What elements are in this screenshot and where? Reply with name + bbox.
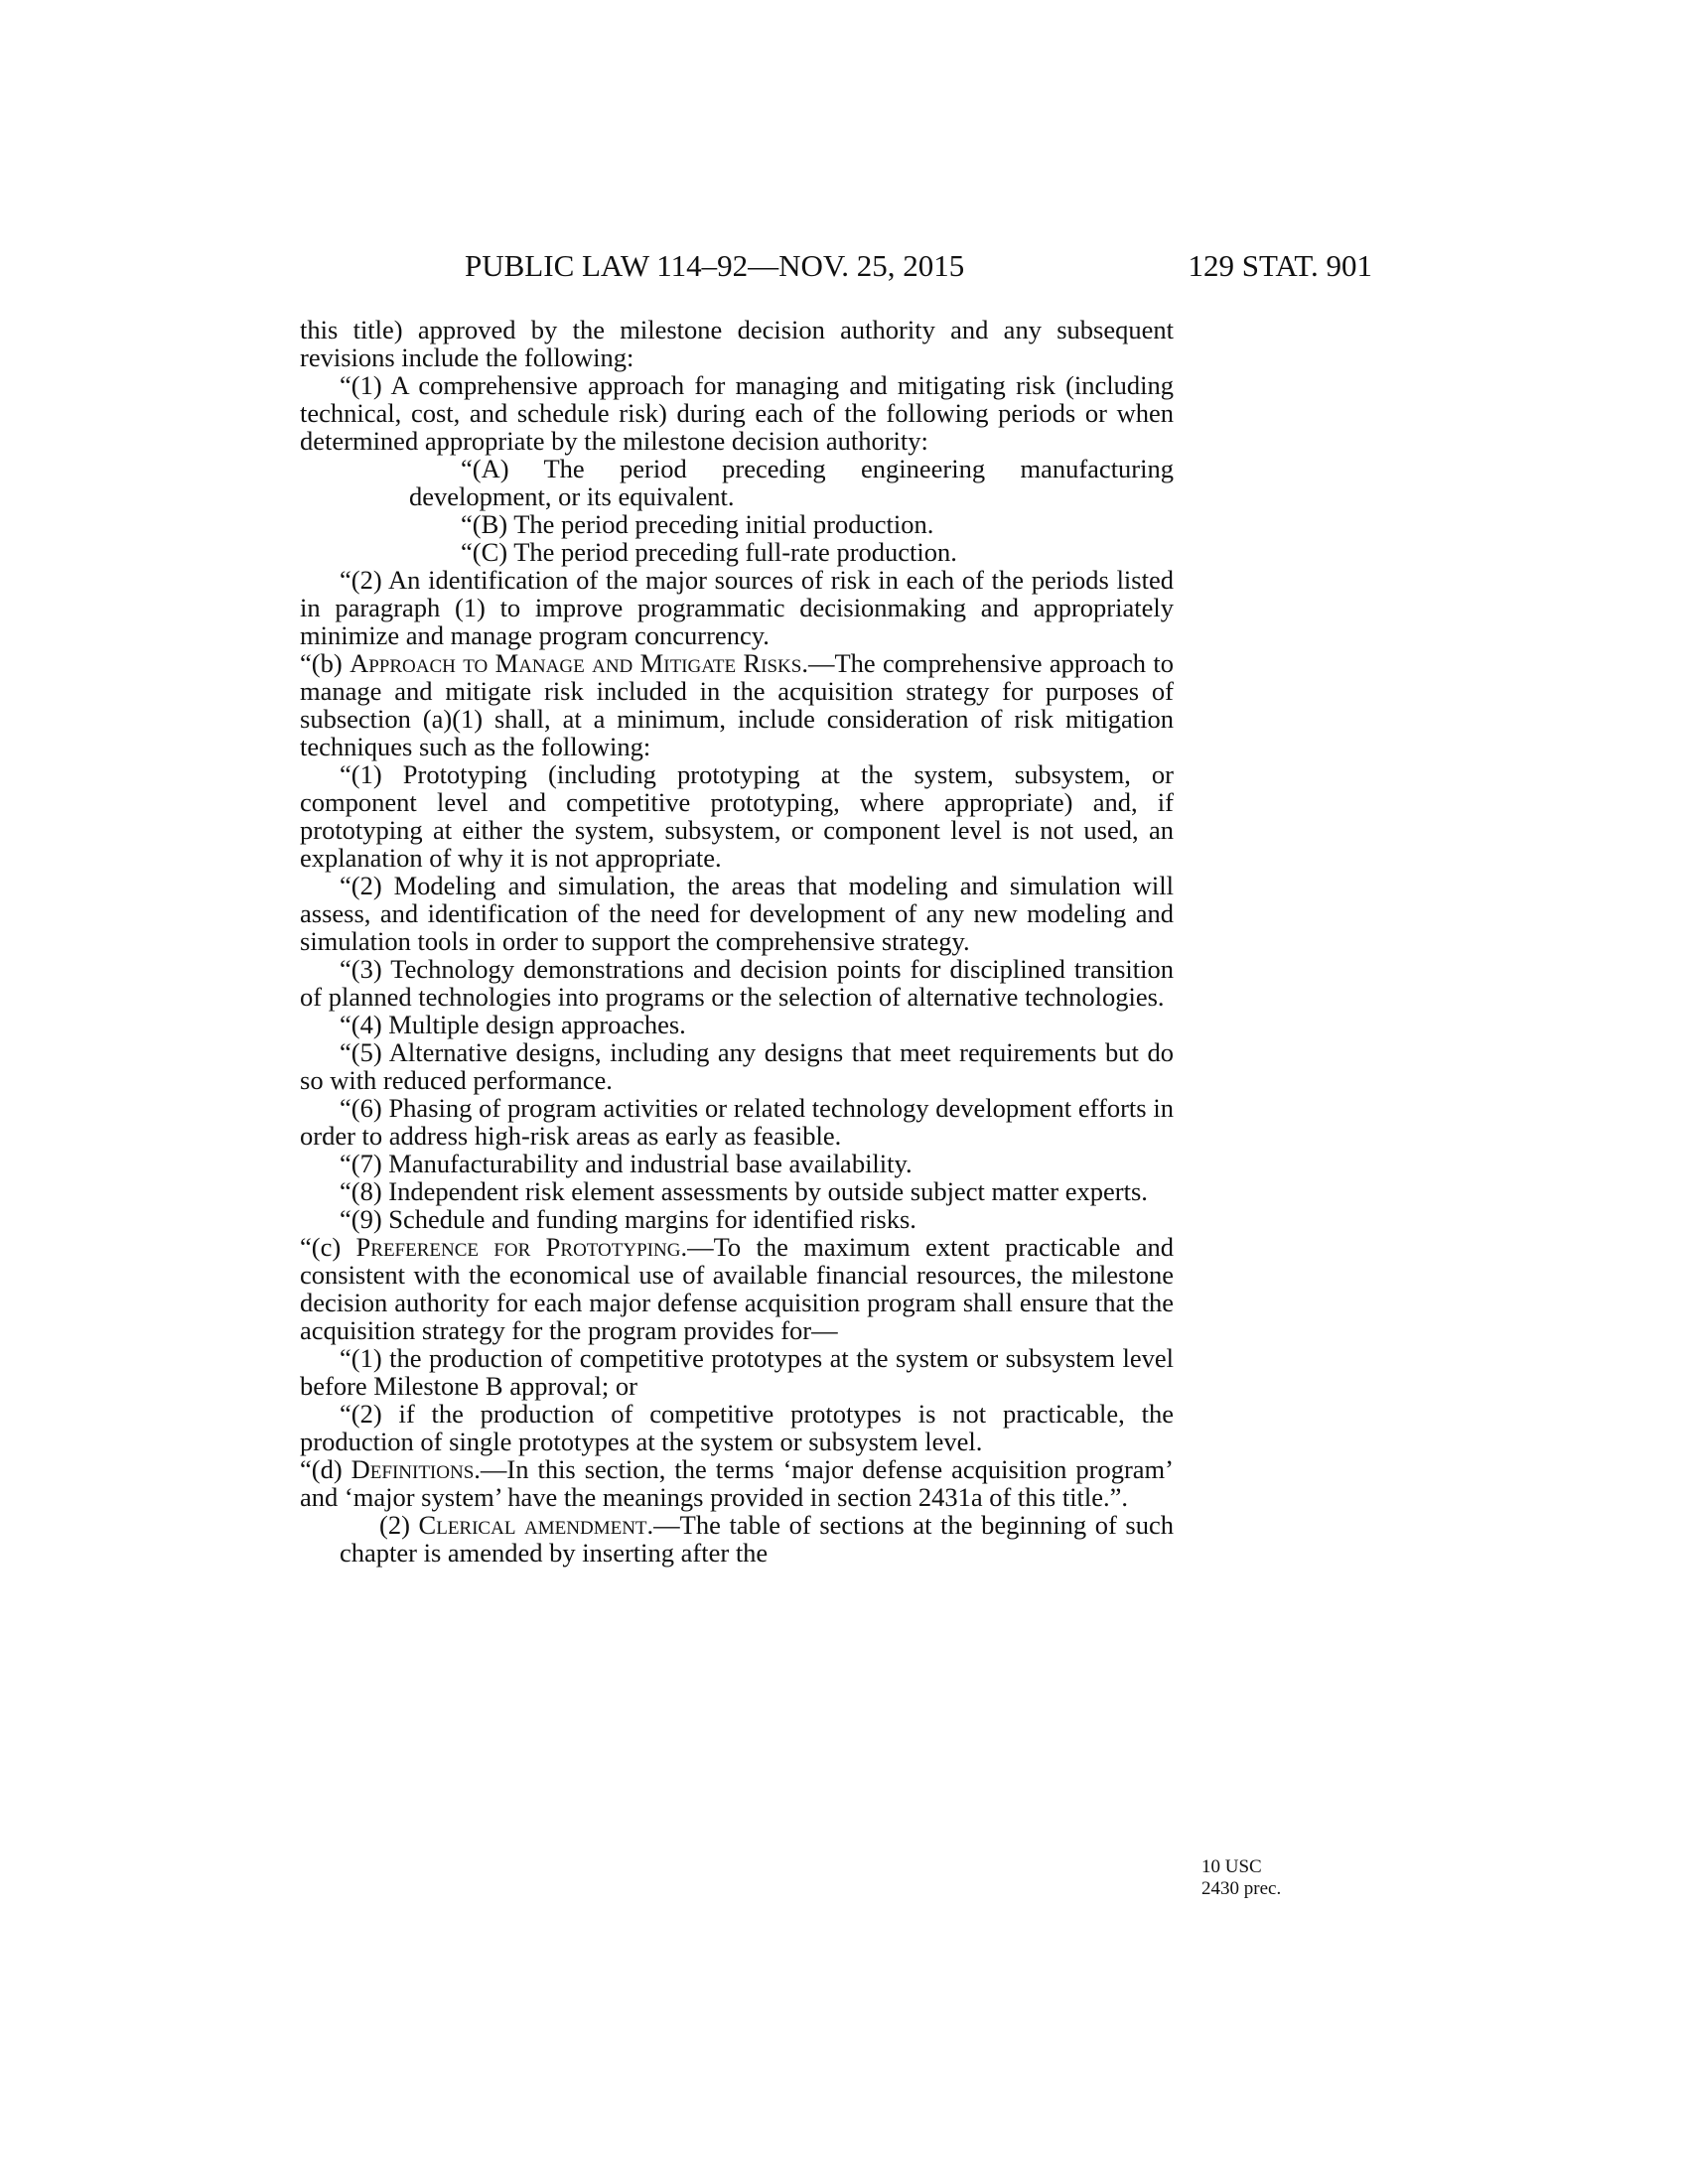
header-title: PUBLIC LAW 114–92—NOV. 25, 2015 — [465, 248, 965, 283]
paragraph-c1: “(1) the production of competitive prototypes at the system or subsystem level before Milestone B approval; or — [300, 1343, 1174, 1401]
document-body — [300, 316, 1174, 1567]
paragraph-clerical: (2) Clerical amendment.—The table of sections at the beginning of such chapter is amended by inserting after the — [340, 1510, 1174, 1568]
paragraph-b4: “(4) Multiple design approaches. — [340, 1010, 686, 1039]
paragraph-b7: “(7) Manufacturability and industrial base availability. — [340, 1149, 913, 1178]
paragraph-a2: “(2) An identification of the major sources of risk in each of the periods listed in paragraph (1) to improve programmatic decisionmaking and appropriately minimize and manage program concurrency. — [300, 565, 1174, 650]
paragraph-c: “(c) Preference for Prototyping.—To the maximum extent practicable and consistent with the economical use of available financial resources, the milestone decision authority for each major defense acquisition program shall ensure that the acquisition strategy for the program provides for— — [300, 1232, 1174, 1345]
paragraph-d: “(d) Definitions.—In this section, the terms ‘major defense acquisition program’ and ‘major system’ have the meanings provided in section 2431a of this title.”. — [300, 1454, 1174, 1512]
heading-definitions: Definitions — [351, 1454, 475, 1484]
page-header — [298, 246, 1372, 286]
heading-approach: Approach to Manage and Mitigate Risks — [350, 648, 802, 678]
paragraph-a1-A: “(A) The period preceding engineering manufacturing development, or its equivalent. — [409, 454, 1174, 511]
paragraph-b9: “(9) Schedule and funding margins for identified risks. — [340, 1204, 916, 1234]
heading-preference: Preference for Prototyping — [355, 1232, 681, 1262]
paragraph-b1: “(1) Prototyping (including prototyping at the system, subsystem, or component level and competitive prototyping, where appropriate) and, if prototyping at either the system, subsystem, or component level is not used, an explanation of why it is not appropriate. — [300, 759, 1174, 873]
paragraph-intro: this title) approved by the milestone decision authority and any subsequent revisions include the following: — [300, 315, 1174, 372]
margin-citation-line1: 10 USC — [1201, 1856, 1262, 1877]
paragraph-b2: “(2) Modeling and simulation, the areas that modeling and simulation will assess, and identification of the need for development of any new modeling and simulation tools in order to support the comprehensive strategy. — [300, 871, 1174, 956]
margin-citation — [1201, 1856, 1281, 1900]
paragraph-a1: “(1) A comprehensive approach for managing and mitigating risk (including technical, cost, and schedule risk) during each of the following periods or when determined appropriate by the milestone decision authority: — [300, 370, 1174, 456]
paragraph-a1-C: “(C) The period preceding full-rate production. — [461, 537, 957, 567]
header-page-ref: 129 STAT. 901 — [1188, 248, 1372, 283]
margin-citation-line2: 2430 prec. — [1201, 1878, 1282, 1899]
heading-clerical: Clerical amendment — [418, 1510, 647, 1540]
paragraph-b5: “(5) Alternative designs, including any designs that meet requirements but do so with reduced performance. — [300, 1037, 1174, 1095]
paragraph-b8: “(8) Independent risk element assessments by outside subject matter experts. — [340, 1176, 1148, 1206]
paragraph-a1-B: “(B) The period preceding initial production. — [461, 509, 934, 539]
paragraph-c2: “(2) if the production of competitive prototypes is not practicable, the production of single prototypes at the system or subsystem level. — [300, 1399, 1174, 1456]
paragraph-b: “(b) Approach to Manage and Mitigate Risks.—The comprehensive approach to manage and mitigate risk included in the acquisition strategy for purposes of subsection (a)(1) shall, at a minimum, include consideration of risk mitigation techniques such as the following: — [300, 648, 1174, 761]
paragraph-b3: “(3) Technology demonstrations and decision points for disciplined transition of planned technologies into programs or the selection of alternative technologies. — [300, 954, 1174, 1012]
paragraph-b6: “(6) Phasing of program activities or related technology development efforts in order to address high-risk areas as early as feasible. — [300, 1093, 1174, 1151]
